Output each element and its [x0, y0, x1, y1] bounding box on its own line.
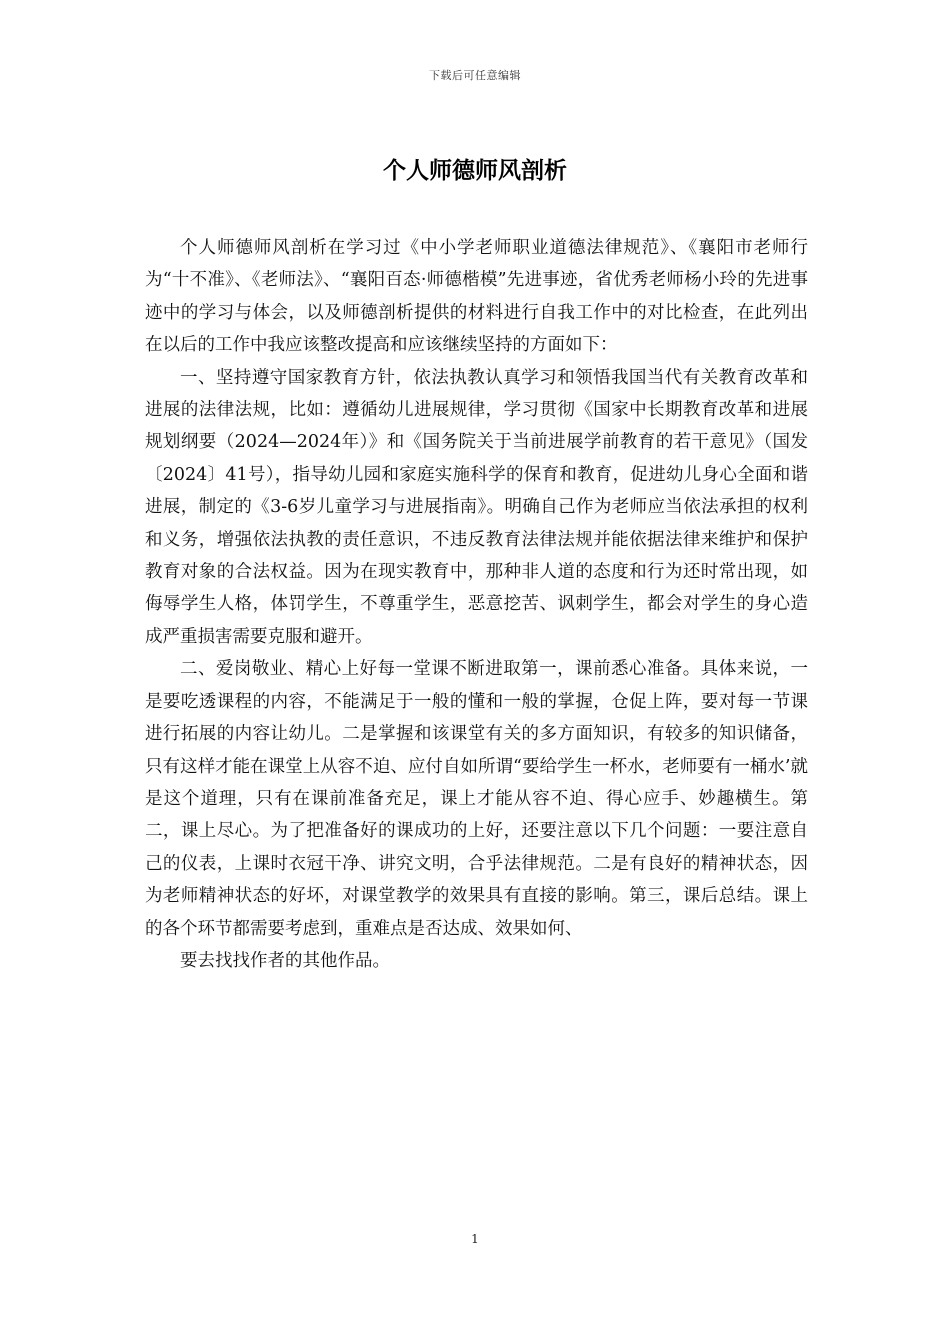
paragraph-closing-note: 要去找找作者的其他作品。: [180, 950, 390, 971]
paragraph-intro: 个人师德师风剖析在学习过《中小学老师职业道德法律规范》、《襄阳市老师行为“十不准》、《老师法》、“襄阳百态·师德楷模”先进事迹，省优秀老师杨小玲的先进事迹中的学习与体会，以及师德剖析提供的材料进行自我工作中的对比检查，在此列出在以后的工作中我应该整改提高和应该继续坚持的方面如下：: [145, 238, 808, 356]
page-number: 1: [471, 1232, 479, 1246]
paragraph-section-two: 二、爱岗敬业、精心上好每一堂课不断进取第一，课前悉心准备。具体来说，一是要吃透课程的内容，不能满足于一般的懂和一般的掌握，仓促上阵，要对每一节课进行拓展的内容让幼儿。二是掌握和该课堂有关的多方面知识，有较多的知识储备，只有这样才能在课堂上从容不迫、应付自如所谓“要给学生一杯水，老师要有一桶水’就是这个道理，只有在课前准备充足，课上才能从容不迫、得心应手、妙趣横生。第二，课上尽心。为了把准备好的课成功的上好，还要注意以下几个问题：一要注意自己的仪表，上课时衣冠干净、讲究文明，合乎法律规范。二是有良好的精神状态，因为老师精神状态的好坏，对课堂教学的效果具有直接的影响。第三，课后总结。课上的各个环节都需要考虑到，重难点是否达成、效果如何、: [145, 659, 808, 939]
document-body: [145, 232, 808, 977]
paragraph-section-one: 一、坚持遵守国家教育方针，依法执教认真学习和领悟我国当代有关教育改革和进展的法律法规，比如：遵循幼儿进展规律，学习贯彻《国家中长期教育改革和进展规划纲要（2024—2024年）》和《国务院关于当前进展学前教育的若干意见》（国发〔2024〕41号），指导幼儿园和家庭实施科学的保育和教育，促进幼儿身心全面和谐进展，制定的《3-6岁儿童学习与进展指南》。明确自己作为老师应当依法承担的权利和义务，增强依法执教的责任意识，不违反教育法律法规并能依据法律来维护和保护教育对象的合法权益。因为在现实教育中，那种非人道的态度和行为还时常出现，如侮辱学生人格，体罚学生，不尊重学生，恶意挖苦、讽刺学生，都会对学生的身心造成严重损害需要克服和避开。: [145, 367, 808, 647]
document-title: 个人师德师风剖析: [383, 157, 567, 184]
header-note: 下载后可任意编辑: [429, 69, 521, 82]
